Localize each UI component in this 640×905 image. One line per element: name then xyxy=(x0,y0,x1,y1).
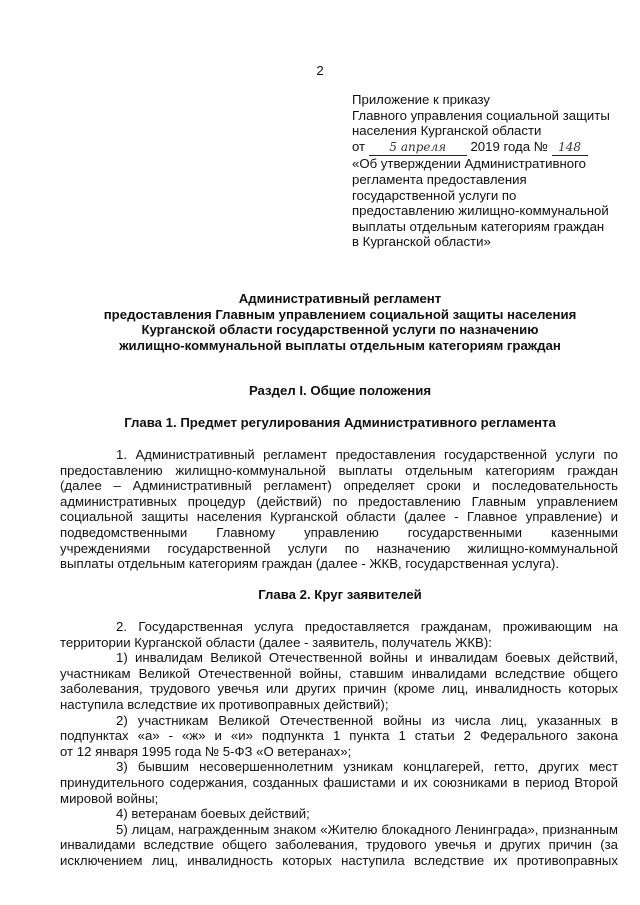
text-line: 3) бывшим несовершеннолетним узникам концлагерей, гетто, других мест xyxy=(116,759,618,775)
handwritten-number: 148 xyxy=(552,140,588,157)
appendix-line: выплаты отдельным категориям граждан xyxy=(352,218,605,234)
text-line: принудительного содержания, созданных фашистами и их союзниками в период Второй xyxy=(60,774,618,790)
text-line: инвалидами вследствие общего заболевания, трудового увечья и других причин (за xyxy=(60,837,618,853)
chapter-heading: Глава 1. Предмет регулирования Административного регламента xyxy=(124,415,556,430)
appendix-line: населения Курганской области xyxy=(352,123,542,139)
title-line: жилищно-коммунальной выплаты отдельным категориям граждан xyxy=(119,337,561,353)
text-line: предоставлению жилищно-коммунальной выплаты отдельным категориям граждан xyxy=(60,462,618,478)
text-line: выплаты отдельным категориям граждан (далее - ЖКВ, государственная услуга). xyxy=(60,556,560,572)
text-line: 1. Административный регламент предоставления государственной услуги по xyxy=(116,447,618,462)
text-line: подпунктах «а» - «ж» и «и» подпункта 1 пункта 1 статьи 2 Федерального закона xyxy=(60,728,618,744)
text-line: учреждениями государственной услуги по назначению жилищно-коммунальной xyxy=(60,540,618,556)
text-line: наступила вследствие их противоправных действий); xyxy=(60,696,389,712)
text-line: мировой войны; xyxy=(60,790,159,806)
title-line: предоставления Главным управлением социальной защиты населения xyxy=(103,306,577,322)
paragraph-2 xyxy=(60,619,618,869)
text-line: (далее – Административный регламент) определяет сроки и последовательность xyxy=(60,478,618,494)
appendix-line: предоставлению жилищно-коммунальной xyxy=(352,203,609,219)
appendix-line: регламента предоставления xyxy=(352,171,527,187)
page-number: 2 xyxy=(316,63,324,78)
text-line: от 12 января 1995 года № 5-ФЗ «О ветеранах»; xyxy=(60,743,352,759)
document-title xyxy=(60,291,620,353)
appendix-from: от xyxy=(352,138,366,154)
chapter-heading: Глава 2. Круг заявителей xyxy=(258,587,422,602)
appendix-line: Главного управления социальной защиты xyxy=(352,107,610,123)
title-line: Курганской области государственной услуги по назначению xyxy=(141,322,539,338)
text-line: 2) участникам Великой Отечественной войны из числа лиц, указанных в xyxy=(116,712,618,728)
text-line: административных процедур (действий) по предоставлению Главным управлением xyxy=(60,493,618,509)
appendix-block xyxy=(352,92,622,250)
appendix-line: Приложение к приказу xyxy=(352,92,491,107)
appendix-line: государственной услуги по xyxy=(352,187,517,203)
paragraph-1 xyxy=(60,447,618,572)
appendix-line: «Об утверждении Административного xyxy=(352,156,586,172)
handwritten-date: 5 апреля xyxy=(369,140,467,157)
appendix-date-line xyxy=(352,139,622,157)
text-line: исключением лиц, инвалидность которых наступила вследствие их противоправных xyxy=(60,852,618,868)
text-line: социальной защиты населения Курганской области (далее - Главное управление) и xyxy=(60,509,618,525)
title-line: Административный регламент xyxy=(238,291,442,306)
text-line: подведомственными Главному управлению государственными казенными xyxy=(60,524,618,540)
text-line: 4) ветеранам боевых действий; xyxy=(116,806,310,822)
section-heading: Раздел I. Общие положения xyxy=(248,383,432,398)
text-line: заболевания, трудового увечья или других причин (кроме лиц, инвалидность которых xyxy=(60,681,618,697)
appendix-year: 2019 года № xyxy=(470,138,548,154)
text-line: 5) лицам, награжденным знаком «Жителю блокадного Ленинграда», признанным xyxy=(116,821,618,837)
text-line: 2. Государственная услуга предоставляется гражданам, проживающим на xyxy=(116,619,618,634)
text-line: 1) инвалидам Великой Отечественной войны и инвалидам боевых действий, xyxy=(116,650,618,666)
appendix-line: в Курганской области» xyxy=(352,234,491,250)
text-line: участникам Великой Отечественной войны, ставшим инвалидами вследствие общего xyxy=(60,665,618,681)
text-line: территории Курганской области (далее - заявитель, получатель ЖКВ): xyxy=(60,634,492,650)
